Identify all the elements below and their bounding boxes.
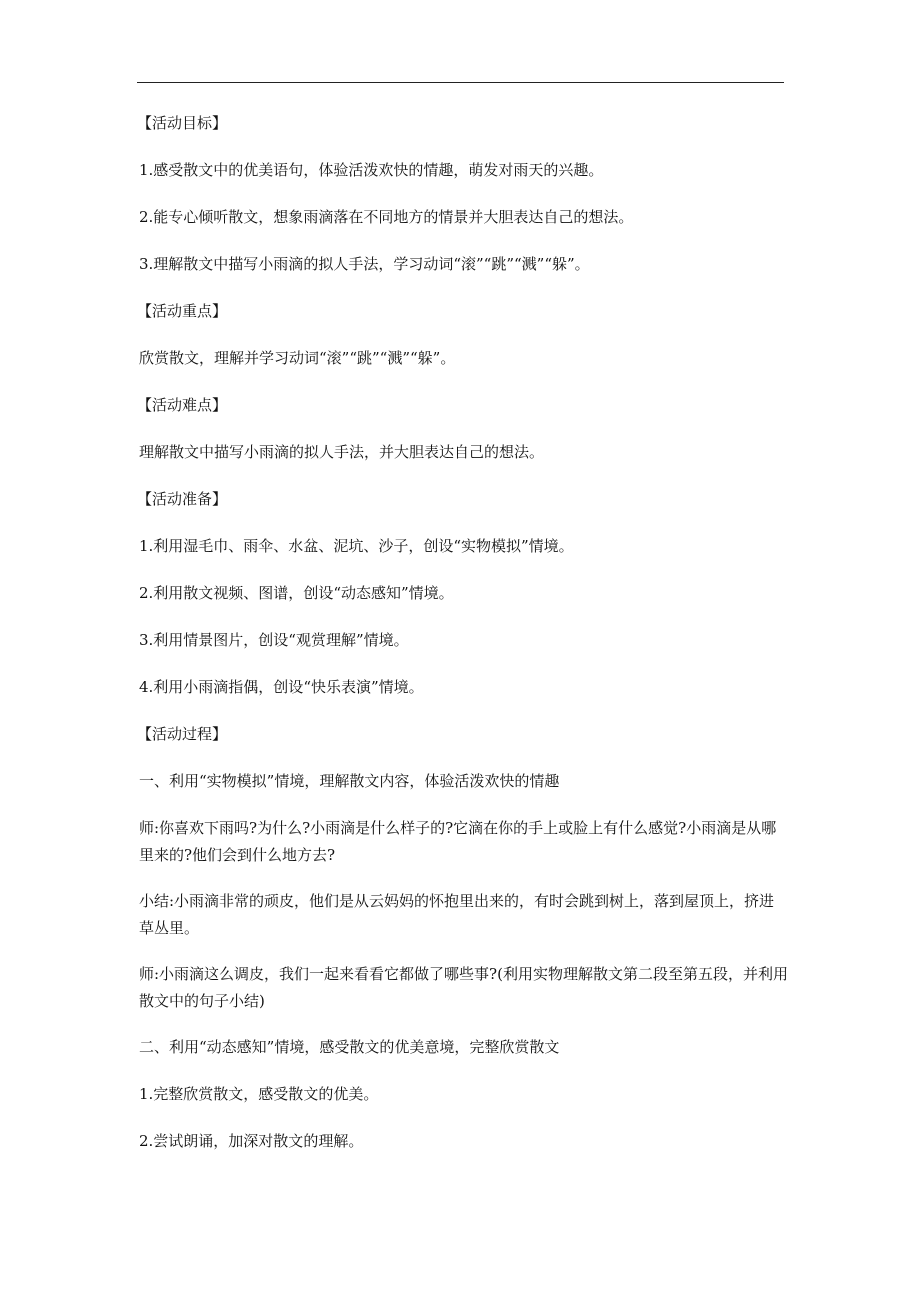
preparation-heading: 【活动准备】 [137,490,228,508]
preparation-item-2: 2.利用散文视频、图谱，创设“动态感知”情境。 [139,584,454,602]
goal-item-2: 2.能专心倾听散文，想象雨滴落在不同地方的情景并大胆表达自己的想法。 [139,208,634,226]
goal-item-1: 1.感受散文中的优美语句，体验活泼欢快的情趣，萌发对雨天的兴趣。 [139,161,604,179]
preparation-item-4: 4.利用小雨滴指偶，创设“快乐表演”情境。 [139,678,424,696]
document-body [139,110,789,1175]
process-summary: 小结:小雨滴非常的顽皮，他们是从云妈妈的怀抱里出来的，有时会跳到树上，落到屋顶上，挤进草丛里。 [139,892,775,937]
process-step-2-item-2: 2.尝试朗诵，加深对散文的理解。 [139,1132,364,1150]
process-step-1-title: 一、利用“实物模拟”情境，理解散文内容，体验活泼欢快的情趣 [139,772,560,790]
key-points-heading: 【活动重点】 [137,302,228,320]
goals-heading: 【活动目标】 [137,114,228,132]
header-rule [137,82,784,83]
preparation-item-1: 1.利用湿毛巾、雨伞、水盆、泥坑、沙子，创设“实物模拟”情境。 [139,537,574,555]
process-teacher-question-1: 师:你喜欢下雨吗?为什么?小雨滴是什么样子的?它滴在你的手上或脸上有什么感觉?小雨滴是从哪里来的?他们会到什么地方去? [139,819,777,864]
process-step-2-title: 二、利用“动态感知”情境，感受散文的优美意境，完整欣赏散文 [139,1038,560,1056]
process-heading: 【活动过程】 [137,725,228,743]
key-points-text: 欣赏散文，理解并学习动词“滚”“跳”“溅”“躲”。 [139,349,456,367]
process-teacher-question-2: 师:小雨滴这么调皮，我们一起来看看它都做了哪些事?(利用实物理解散文第二段至第五段，并利用散文中的句子小结) [139,965,788,1010]
preparation-item-3: 3.利用情景图片，创设“观赏理解”情境。 [139,631,409,649]
process-step-2-item-1: 1.完整欣赏散文，感受散文的优美。 [139,1085,379,1103]
difficulties-text: 理解散文中描写小雨滴的拟人手法，并大胆表达自己的想法。 [139,443,545,461]
difficulties-heading: 【活动难点】 [137,396,228,414]
goal-item-3: 3.理解散文中描写小雨滴的拟人手法，学习动词“滚”“跳”“溅”“躲”。 [139,255,590,273]
